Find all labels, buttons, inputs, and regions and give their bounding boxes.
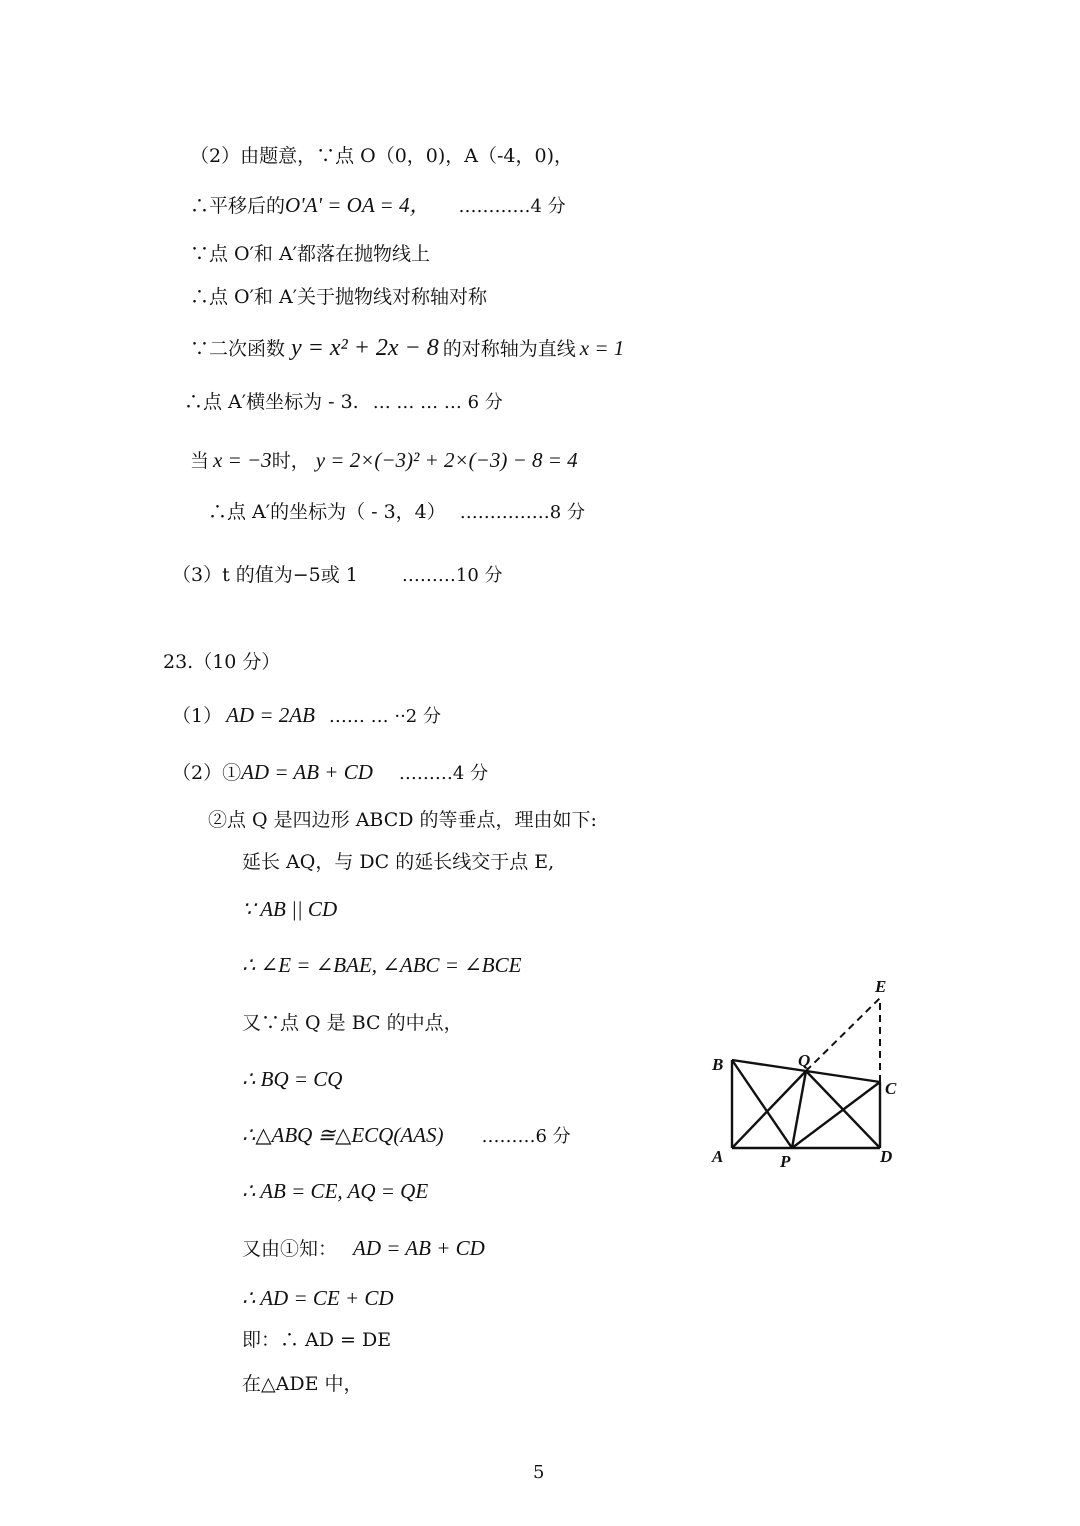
label-c: C <box>885 1079 897 1098</box>
math: AD = AB + CD <box>241 760 373 784</box>
text: ∴点 A′的坐标为（ - 3，4） <box>208 501 446 523</box>
label-a: A <box>712 1147 724 1166</box>
label-q: Q <box>798 1051 811 1070</box>
label-b: B <box>712 1055 724 1074</box>
q23-step-2 <box>172 760 488 786</box>
proof-line-10 <box>242 1328 391 1352</box>
part2-line-3 <box>190 242 430 266</box>
text: ∵二次函数 <box>190 338 286 360</box>
segment-qe <box>806 998 880 1071</box>
proof-line-9 <box>242 1286 394 1310</box>
math: x = −3 <box>213 448 272 472</box>
math: O'A' = OA = 4， <box>285 193 431 217</box>
score-mark: ……………8 分 <box>459 502 585 523</box>
math: y = x² + 2x − 8 <box>291 335 439 361</box>
figure-lines <box>732 1060 880 1148</box>
segment-bp <box>732 1060 792 1148</box>
proof-line-11 <box>242 1372 362 1396</box>
math: x = 1 <box>579 336 625 360</box>
math: AD = AB + CD <box>353 1236 485 1260</box>
proof-line-1 <box>242 850 554 874</box>
text: 23.（10 分） <box>163 651 281 673</box>
part2-line-6 <box>184 390 503 415</box>
part3-line <box>172 563 503 588</box>
q23-step-2b <box>208 808 597 832</box>
part2-line-7 <box>190 448 578 473</box>
text: 在△ADE 中， <box>242 1373 363 1395</box>
text: 又∵点 Q 是 BC 的中点， <box>242 1012 463 1034</box>
text: ∵点 O′和 A′都落在抛物线上 <box>190 243 431 265</box>
text: 的对称轴为直线 <box>442 338 576 360</box>
math: y = 2×(−3)² + 2×(−3) − 8 = 4 <box>315 448 578 472</box>
math: ∴ AB = CE, AQ = QE <box>242 1179 429 1203</box>
proof-line-7 <box>242 1179 428 1203</box>
text: （2）① <box>172 762 242 784</box>
math: ∴ BQ = CQ <box>242 1067 343 1091</box>
part2-line-5 <box>190 336 624 361</box>
score-mark: ………4 分 <box>398 763 489 784</box>
text: 即：∴ AD = DE <box>242 1329 392 1351</box>
score-mark: …… … ··2 分 <box>328 706 441 727</box>
label-p: P <box>780 1152 791 1171</box>
proof-line-2 <box>242 897 337 921</box>
figure-dashed <box>806 998 880 1082</box>
segment-pc <box>792 1082 880 1148</box>
text: 当 <box>190 450 210 472</box>
proof-line-6 <box>242 1123 571 1149</box>
text: （3）t 的值为−5或 1 <box>172 564 358 586</box>
text: ∴平移后的 <box>190 195 286 217</box>
q23-header <box>163 650 280 674</box>
proof-line-3 <box>242 953 521 977</box>
score-mark: … … … … 6 分 <box>372 392 503 413</box>
math: ∴△ABQ ≅△ECQ(AAS) <box>242 1123 444 1147</box>
text: ②点 Q 是四边形 ABCD 的等垂点，理由如下: <box>208 809 597 831</box>
page-number: 5 <box>533 1462 545 1483</box>
text: （1） <box>172 705 223 727</box>
text: ∴点 A′横坐标为 - 3. <box>184 391 359 413</box>
math: ∴ ∠E = ∠BAE, ∠ABC = ∠BCE <box>242 953 522 977</box>
math: ∴ AD = CE + CD <box>242 1286 394 1310</box>
text: （2）由题意，∵点 O（0，0)，A（-4，0)， <box>190 145 574 167</box>
proof-line-4 <box>242 1011 463 1035</box>
geometry-figure <box>700 970 920 1180</box>
label-d: D <box>880 1147 893 1166</box>
part2-line-8 <box>208 500 585 525</box>
part2-line-1 <box>190 144 573 168</box>
score-mark: ………6 分 <box>481 1126 571 1147</box>
text: ∴点 O′和 A′关于抛物线对称轴对称 <box>190 286 488 308</box>
part2-line-2 <box>190 193 566 219</box>
score-mark: ………10 分 <box>401 565 503 586</box>
label-e: E <box>875 977 887 996</box>
proof-line-8 <box>242 1236 485 1261</box>
proof-line-5 <box>242 1067 342 1091</box>
text: 又由①知： <box>242 1238 338 1260</box>
part2-line-4 <box>190 285 487 309</box>
math: AD = 2AB <box>226 703 315 727</box>
text: 延长 AQ，与 DC 的延长线交于点 E, <box>242 851 555 873</box>
q23-step-1 <box>172 703 441 729</box>
text: 时， <box>271 450 310 472</box>
score-mark: …………4 分 <box>458 196 566 217</box>
math: ∵ AB || CD <box>242 897 338 921</box>
